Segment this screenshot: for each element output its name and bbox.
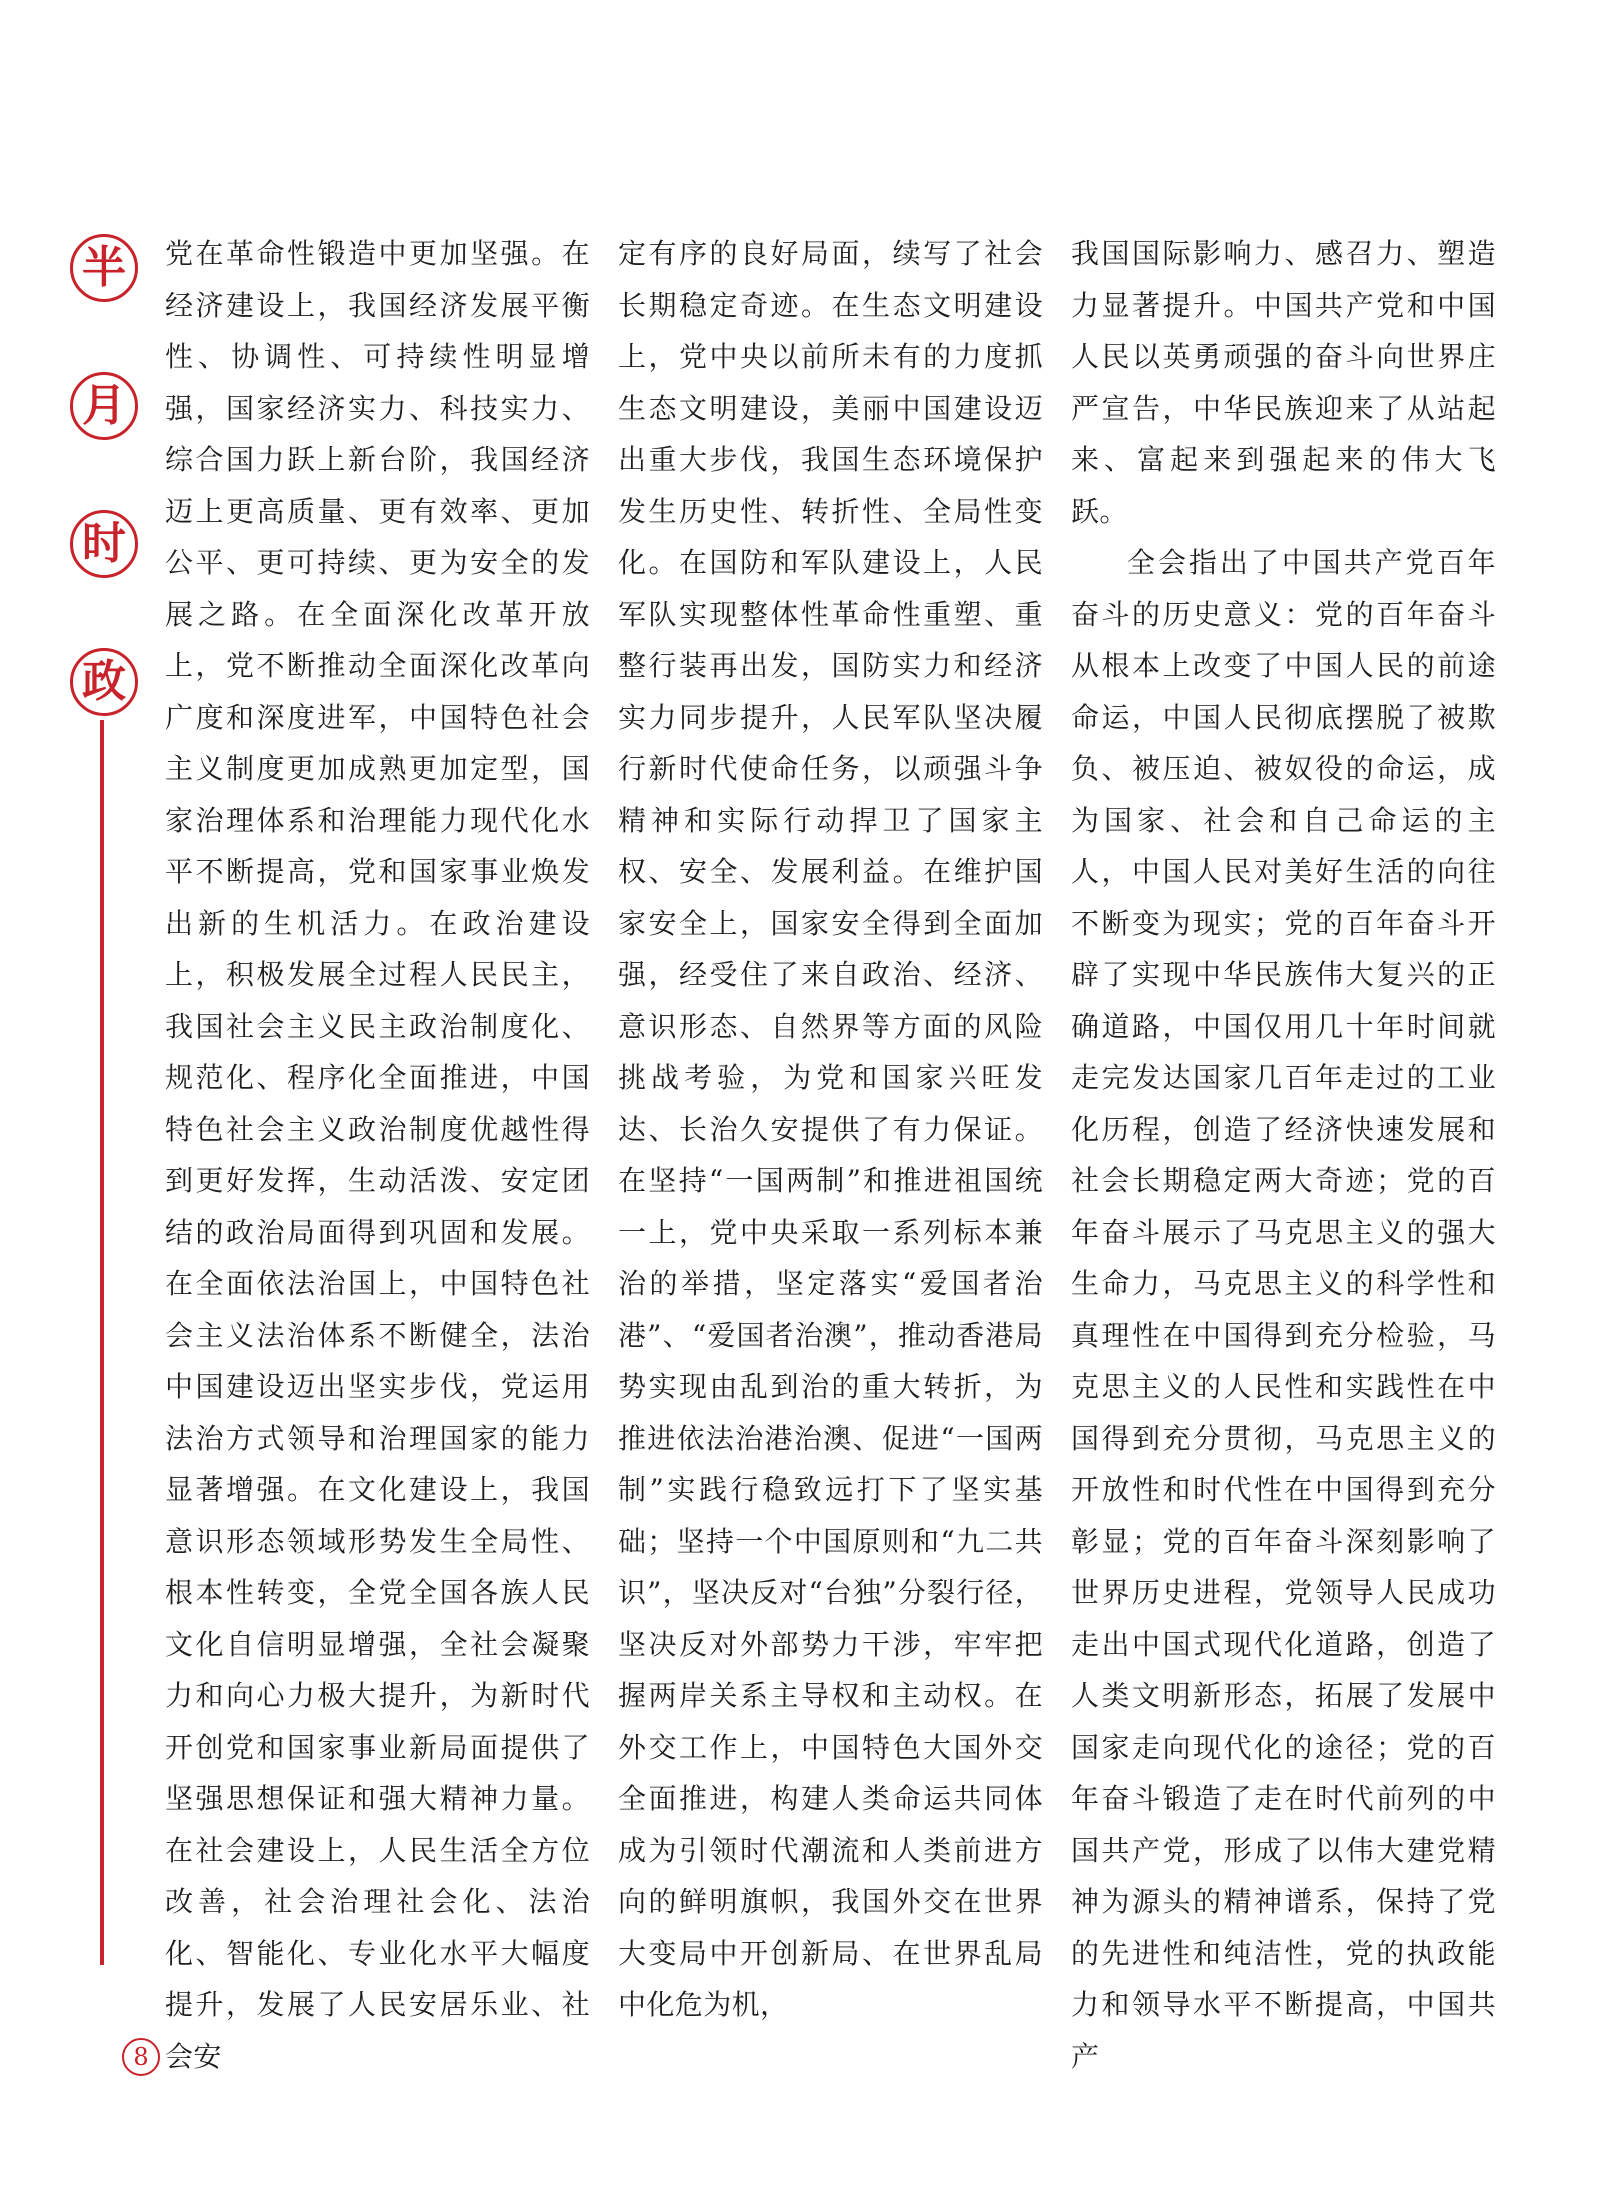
text-column-1	[165, 228, 590, 2082]
text-column-3	[1071, 228, 1496, 2082]
paragraph: 我国国际影响力、感召力、塑造力显著提升。中国共产党和中国人民以英勇顽强的奋斗向世界庄严宣告，中华民族迎来了从站起来、富起来到强起来的伟大飞跃。	[1071, 237, 1496, 528]
article-body	[165, 228, 1496, 2073]
column-tag-char: 半	[70, 234, 138, 302]
column-tag	[70, 234, 136, 786]
column-tag-char: 时	[70, 510, 138, 578]
paragraph: 全会指出了中国共产党百年奋斗的历史意义：党的百年奋斗从根本上改变了中国人民的前途命运，中国人民彻底摆脱了被欺负、被压迫、被奴役的命运，成为国家、社会和自己命运的主人，中国人民对美好生活的向往不断变为现实；党的百年奋斗开辟了实现中华民族伟大复兴的正确道路，中国仅用几十年时间就走完发达国家几百年走过的工业化历程，创造了经济快速发展和社会长期稳定两大奇迹；党的百年奋斗展示了马克思主义的强大生命力，马克思主义的科学性和真理性在中国得到充分检验，马克思主义的人民性和实践性在中国得到充分贯彻，马克思主义的开放性和时代性在中国得到充分彰显；党的百年奋斗深刻影响了世界历史进程，党领导人民成功走出中国式现代化道路，创造了人类文明新形态，拓展了发展中国家走向现代化的途径；党的百年奋斗锻造了走在时代前列的中国共产党，形成了以伟大建党精神为源头的精神谱系，保持了党的先进性和纯洁性，党的执政能力和领导水平不断提高，中国共产	[1071, 546, 1496, 2073]
column-tag-char: 月	[70, 372, 138, 440]
paragraph: 党在革命性锻造中更加坚强。在经济建设上，我国经济发展平衡性、协调性、可持续性明显增强，国家经济实力、科技实力、综合国力跃上新台阶，我国经济迈上更高质量、更有效率、更加公平、更可持续、更为安全的发展之路。在全面深化改革开放上，党不断推动全面深化改革向广度和深度进军，中国特色社会主义制度更加成熟更加定型，国家治理体系和治理能力现代化水平不断提高，党和国家事业焕发出新的生机活力。在政治建设上，积极发展全过程人民民主，我国社会主义民主政治制度化、规范化、程序化全面推进，中国特色社会主义政治制度优越性得到更好发挥，生动活泼、安定团结的政治局面得到巩固和发展。在全面依法治国上，中国特色社会主义法治体系不断健全，法治中国建设迈出坚实步伐，党运用法治方式领导和治理国家的能力显著增强。在文化建设上，我国意识形态领域形势发生全局性、根本性转变，全党全国各族人民文化自信明显增强，全社会凝聚力和向心力极大提升，为新时代开创党和国家事业新局面提供了坚强思想保证和强大精神力量。在社会建设上，人民生活全方位改善，社会治理社会化、法治化、智能化、专业化水平大幅度提升，发展了人民安居乐业、社会安	[165, 237, 590, 2073]
paragraph: 定有序的良好局面，续写了社会长期稳定奇迹。在生态文明建设上，党中央以前所未有的力度抓生态文明建设，美丽中国建设迈出重大步伐，我国生态环境保护发生历史性、转折性、全局性变化。在国防和军队建设上，人民军队实现整体性革命性重塑、重整行装再出发，国防实力和经济实力同步提升，人民军队坚决履行新时代使命任务，以顽强斗争精神和实际行动捍卫了国家主权、安全、发展利益。在维护国家安全上，国家安全得到全面加强，经受住了来自政治、经济、意识形态、自然界等方面的风险挑战考验，为党和国家兴旺发达、长治久安提供了有力保证。在坚持“一国两制”和推进祖国统一上，党中央采取一系列标本兼治的举措，坚定落实“爱国者治港”、“爱国者治澳”，推动香港局势实现由乱到治的重大转折，为推进依法治港治澳、促进“一国两制”实践行稳致远打下了坚实基础；坚持一个中国原则和“九二共识”，坚决反对“台独”分裂行径，坚决反对外部势力干涉，牢牢把握两岸关系主导权和主动权。在外交工作上，中国特色大国外交全面推进，构建人类命运共同体成为引领时代潮流和人类前进方向的鲜明旗帜，我国外交在世界大变局中开创新局、在世界乱局中化危为机，	[618, 237, 1043, 2021]
column-tag-rule	[100, 720, 104, 1965]
page-number: 8	[122, 2038, 160, 2076]
text-column-2	[618, 228, 1043, 2031]
column-tag-char: 政	[70, 648, 138, 716]
